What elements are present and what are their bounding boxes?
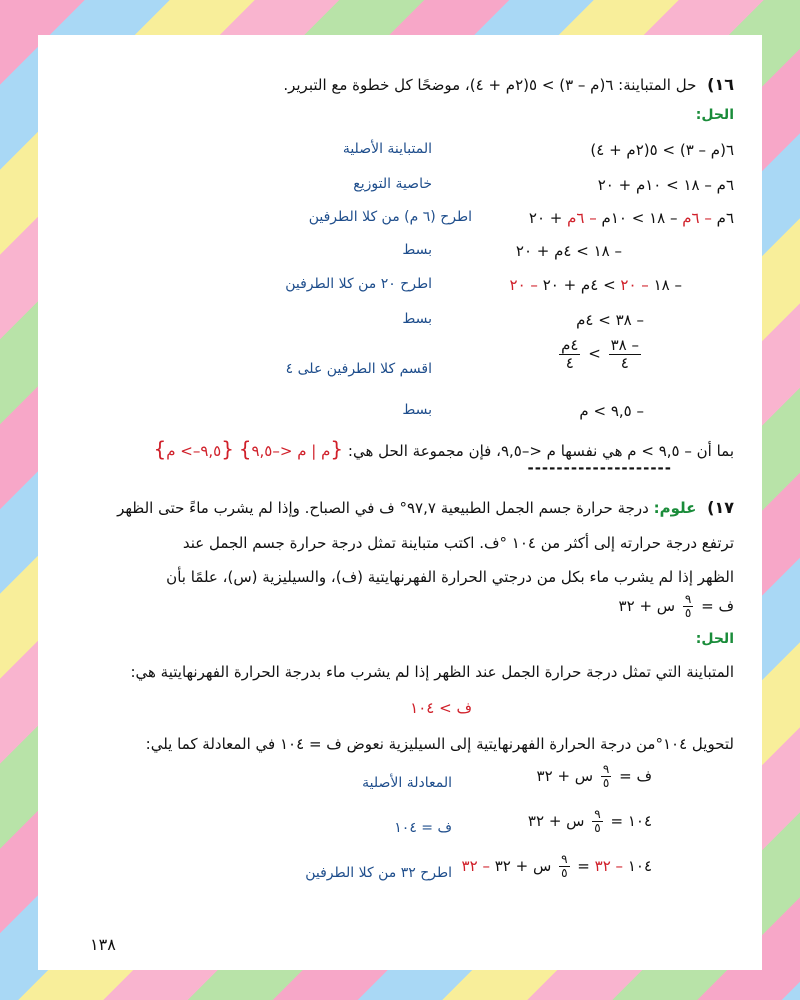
- row-2-rhs: س + ٣٢: [527, 812, 585, 831]
- sol17-line-1: المتباينة التي تمثل درجة حرارة الجمل عند الظهر إذا لم يشرب ماء بدرجة الحرارة الفهرنهايتية هي:: [130, 663, 734, 681]
- row-1-num: ٩: [602, 762, 610, 776]
- formula-rhs: س + ٣٢: [618, 596, 676, 615]
- row-3-reason: اطرح ٣٢ من كلا الطرفين: [305, 865, 452, 881]
- step-4-expr: – ١٨ > ٤م + ٢٠: [515, 242, 622, 260]
- frac-left-num: – ٣٨: [610, 336, 639, 354]
- row-3-lhs-b: =: [577, 857, 595, 876]
- row-2-reason: ف = ١٠٤: [394, 820, 452, 836]
- step-6-expr: – ٣٨ > ٤م: [576, 311, 644, 329]
- step-7-expr: [556, 337, 644, 371]
- step-8-expr: – ٩,٥ > م: [579, 402, 644, 420]
- step-2-expr: ٦م – ١٨ > ١٠م + ٢٠: [597, 176, 734, 194]
- problem-16-text: حل المتباينة: ٦(م – ٣) > ٥(٢م + ٤)، موضحًا كل خطوة مع التبرير.: [283, 76, 697, 94]
- step-7-frac-left: [609, 337, 641, 371]
- solution-label-17: الحل:: [695, 631, 734, 647]
- problem-17-statement: [54, 495, 734, 620]
- row-3-expr: [462, 853, 652, 880]
- row-1-den: ٥: [602, 776, 610, 791]
- problem-17-formula: [54, 593, 734, 620]
- solution-set-inner: م | م <–٩,٥: [251, 442, 331, 460]
- row-1-expr: [537, 763, 652, 790]
- row-3-rhs-a: س + ٣٢: [489, 857, 552, 876]
- frac-right-den: ٤: [565, 353, 574, 372]
- page-number: ١٣٨: [90, 935, 116, 954]
- row-1-lhs: ف =: [619, 767, 652, 786]
- row-3-frac: [559, 853, 569, 880]
- step-5-red-1: – ٢٠: [620, 276, 649, 294]
- step-5-red-2: – ٢٠: [509, 276, 538, 294]
- row-3-num: ٩: [561, 852, 568, 866]
- solution-set-red-inner: ٩,٥–> م: [166, 442, 222, 460]
- conclusion-16: [153, 437, 734, 461]
- solution-label-16: الحل:: [695, 107, 734, 123]
- step-7-op: >: [588, 344, 601, 363]
- problem-17-line-2: ترتفع درجة حرارته إلى أكثر من ١٠٤ °ف. اكتب متباينة تمثل درجة حرارة جسم الجمل عند: [182, 533, 734, 552]
- problem-16-statement: [283, 75, 734, 94]
- step-5-part-b: > ٤م + ٢٠: [537, 276, 621, 294]
- step-6-reason: بسط: [402, 311, 432, 327]
- step-2-reason: خاصية التوزيع: [353, 176, 432, 192]
- row-1-frac: [601, 763, 611, 790]
- step-3-red-2: – ٦م: [567, 209, 597, 227]
- formula-den: ٥: [684, 605, 692, 620]
- step-3-red-1: – ٦م: [682, 209, 712, 227]
- row-1-reason: المعادلة الأصلية: [362, 775, 452, 791]
- row-3-lhs-red: – ٣٢: [594, 857, 624, 876]
- step-3-part-a: ٦م: [711, 209, 734, 227]
- solution-set: {م | م <–٩,٥}: [238, 437, 344, 461]
- sol17-line-2: لتحويل ١٠٤°من درجة الحرارة الفهرنهايتية إلى السيليزية نعوض ف = ١٠٤ في المعادلة كما يلي:: [145, 735, 734, 753]
- problem-17-line-1: درجة حرارة جسم الجمل الطبيعية ٩٧,٧° ف في الصباح. وإذا لم يشرب ماءً حتى الظهر: [117, 499, 649, 517]
- step-7-reason: اقسم كلا الطرفين على ٤: [285, 361, 432, 377]
- row-2-lhs: ١٠٤ =: [610, 812, 652, 831]
- row-2-expr: [528, 808, 652, 835]
- step-1-reason: المتباينة الأصلية: [342, 141, 432, 157]
- step-5-expr: [510, 276, 682, 294]
- step-8-reason: بسط: [402, 402, 432, 418]
- step-3-reason: اطرح (٦ م) من كلا الطرفين: [308, 209, 472, 225]
- frac-right-num: ٤م: [561, 336, 579, 354]
- separator: --------------------: [527, 459, 672, 477]
- solution-set-red: {٩,٥–> م}: [153, 437, 234, 461]
- frac-left-den: ٤: [620, 353, 629, 372]
- step-5-reason: اطرح ٢٠ من كلا الطرفين: [285, 276, 432, 292]
- inequality-result: ف > ١٠٤: [410, 699, 472, 717]
- row-2-den: ٥: [594, 821, 601, 836]
- step-3-part-c: + ٢٠: [528, 209, 568, 227]
- step-7-frac-right: [559, 337, 580, 371]
- row-3-lhs-a: ١٠٤: [623, 857, 652, 876]
- problem-16-number: ١٦): [707, 75, 734, 94]
- formula-lhs: ف =: [701, 596, 734, 615]
- conclusion-text: بما أن – ٩,٥ > م هي نفسها م <–٩,٥، فإن مجموعة الحل هي:: [347, 442, 734, 460]
- formula-frac: [683, 593, 693, 620]
- step-3-expr: [529, 209, 734, 227]
- problem-17-number: ١٧): [707, 498, 734, 517]
- row-2-num: ٩: [594, 807, 601, 821]
- problem-17-topic: علوم:: [653, 499, 697, 517]
- step-4-reason: بسط: [402, 242, 432, 258]
- page: [38, 35, 762, 970]
- formula-num: ٩: [684, 591, 692, 606]
- row-2-frac: [592, 808, 602, 835]
- step-3-part-b: – ١٨ > ١٠م: [596, 209, 683, 227]
- step-1-expr: ٦(م – ٣) > ٥(٢م + ٤): [590, 141, 734, 159]
- problem-17-line-3: الظهر إذا لم يشرب ماء بكل من درجتي الحرارة الفهرنهايتية (ف)، والسيليزية (س)، علمًا بأن: [166, 567, 734, 586]
- step-5-part-a: – ١٨: [648, 276, 682, 294]
- row-3-rhs-red: – ٣٢: [461, 857, 490, 876]
- row-3-den: ٥: [561, 866, 568, 881]
- row-1-rhs: س + ٣٢: [536, 767, 594, 786]
